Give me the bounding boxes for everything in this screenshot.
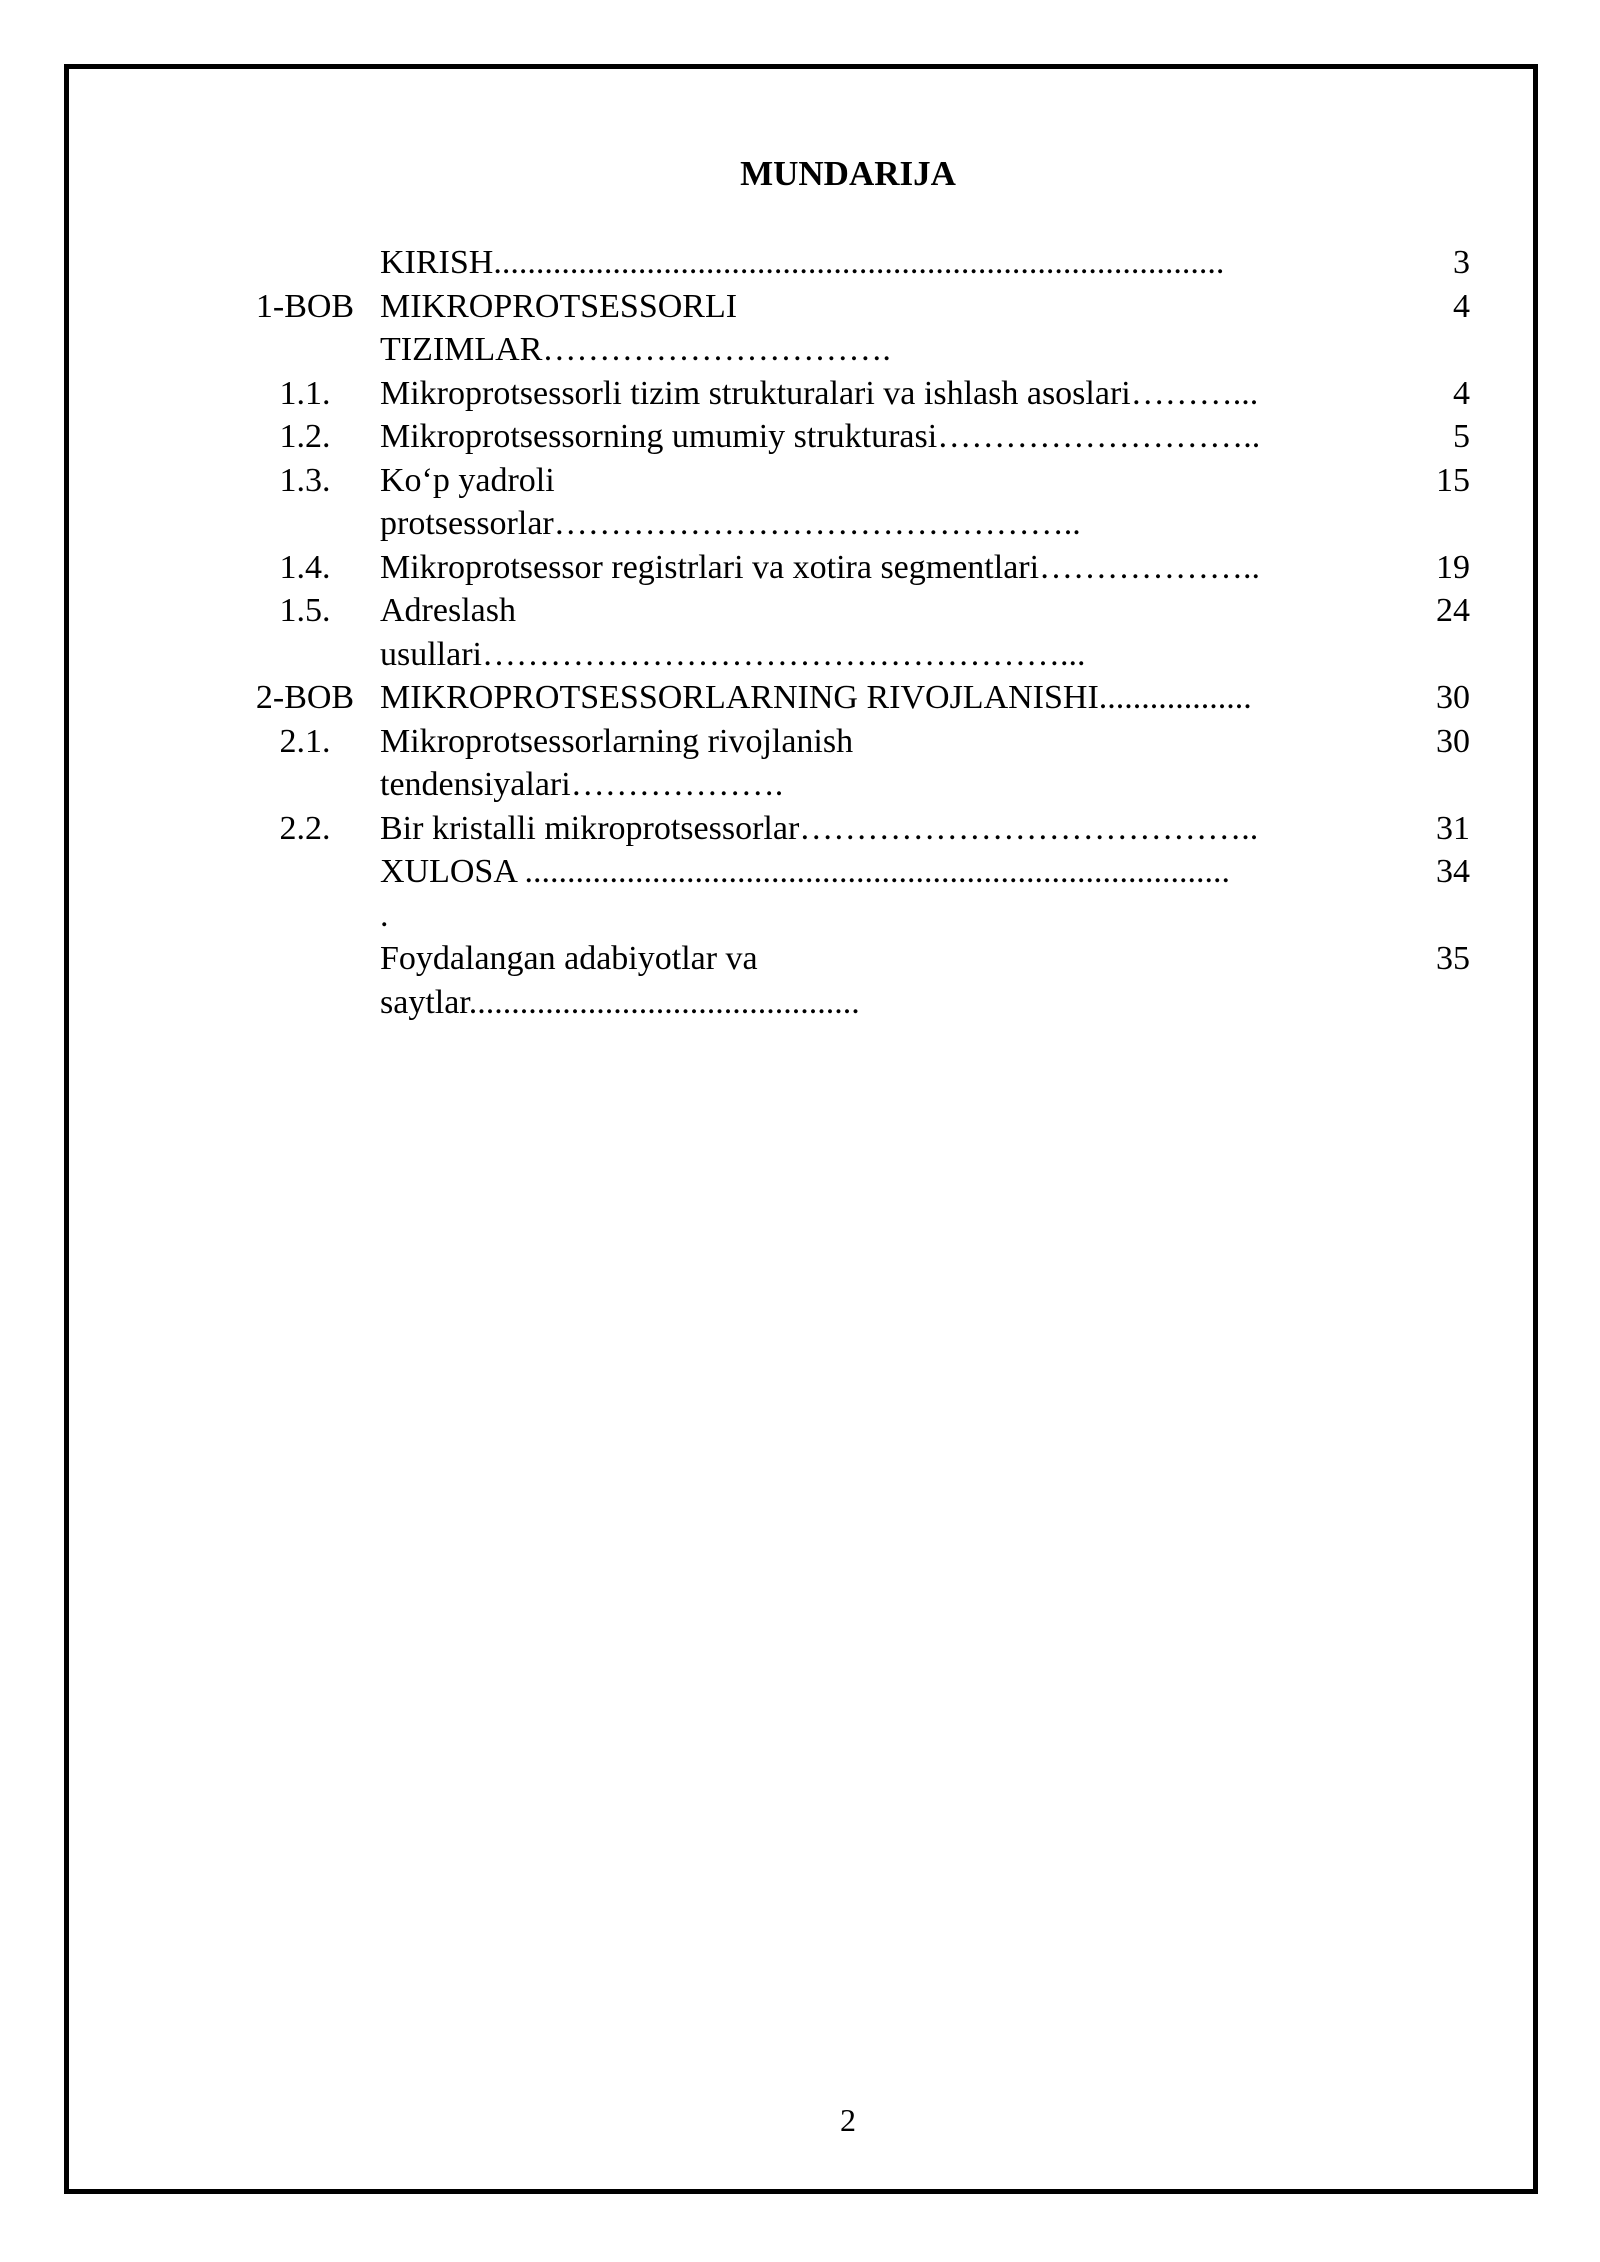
toc-entry-title-line: MIKROPROTSESSORLI bbox=[380, 287, 738, 325]
toc-entry-number: 1.4. bbox=[279, 548, 331, 586]
toc-entry-section-2-2[interactable] bbox=[230, 807, 1470, 851]
toc-entry-references[interactable] bbox=[230, 937, 1470, 1024]
toc-entry-title-line: Foydalangan adabiyotlar va bbox=[380, 940, 758, 977]
toc-entry-title bbox=[380, 459, 1390, 546]
toc-entry-section-1-3[interactable] bbox=[230, 459, 1470, 546]
toc-entry-number: 1-BOB bbox=[255, 287, 355, 325]
toc-entry-page: 5 bbox=[1453, 418, 1470, 455]
toc-entry-section-1-2[interactable] bbox=[230, 415, 1470, 459]
toc-entry-page: 3 bbox=[1453, 244, 1470, 281]
toc-entry-title-line: Adreslash bbox=[380, 592, 516, 629]
toc-entry-title-line: protsessorlar……………………………………….. bbox=[380, 505, 1081, 542]
toc-entry-chapter-1[interactable] bbox=[230, 285, 1470, 372]
toc-entry-number: 1.1. bbox=[279, 374, 331, 412]
toc-entry-title-line: Mikroprotsessorning umumiy strukturasi……………………….. bbox=[380, 418, 1261, 455]
toc-entry-kirish[interactable] bbox=[230, 241, 1470, 285]
toc-entry-title-line: KIRISH...................................................................................... bbox=[380, 244, 1225, 281]
page-number: 2 bbox=[840, 2102, 856, 2138]
toc-entry-title-line: MIKROPROTSESSORLARNING RIVOJLANISHI.................. bbox=[380, 679, 1252, 716]
toc-entry-title bbox=[380, 807, 1390, 851]
toc-entry-title bbox=[380, 850, 1390, 937]
toc-entry-section-2-1[interactable] bbox=[230, 720, 1470, 807]
toc-entry-page: 35 bbox=[1436, 940, 1470, 977]
toc-entry-title-line: Bir kristalli mikroprotsessorlar………………………………….. bbox=[380, 809, 1259, 847]
toc-entry-section-1-5[interactable] bbox=[230, 589, 1470, 676]
toc-entry-title bbox=[380, 372, 1390, 416]
toc-entry-chapter-2[interactable] bbox=[230, 676, 1470, 720]
toc-entry-page: 4 bbox=[1453, 287, 1470, 325]
toc-entry-title bbox=[380, 937, 1390, 1024]
toc-entry-number: 1.2. bbox=[279, 418, 331, 455]
toc-entry-page: 24 bbox=[1436, 592, 1470, 629]
toc-entry-page: 31 bbox=[1436, 809, 1470, 847]
toc-entry-title-line: Mikroprotsessorlarning rivojlanish bbox=[380, 722, 854, 760]
toc-entry-number: 1.3. bbox=[279, 461, 331, 499]
toc-entry-title-line: TIZIMLAR…………………………. bbox=[380, 331, 891, 368]
toc-entry-title bbox=[380, 676, 1390, 720]
toc-entry-xulosa[interactable] bbox=[230, 850, 1470, 937]
toc-entry-title-line: Mikroprotsessor registrlari va xotira segmentlari……………….. bbox=[380, 548, 1261, 586]
toc-entry-number: 1.5. bbox=[279, 592, 331, 629]
page-title: MUNDARIJA bbox=[740, 154, 956, 193]
toc-entry-page: 30 bbox=[1436, 722, 1470, 760]
toc-entry-page: 34 bbox=[1436, 853, 1470, 890]
toc-entry-number: 2-BOB bbox=[255, 679, 355, 716]
toc-entry-page: 30 bbox=[1436, 679, 1470, 716]
toc-entry-section-1-4[interactable] bbox=[230, 546, 1470, 590]
toc-entry-title bbox=[380, 720, 1390, 807]
toc-entry-number: 2.2. bbox=[279, 809, 331, 847]
toc-entry-title-line: Mikroprotsessorli tizim strukturalari va ishlash asoslari………... bbox=[380, 374, 1259, 412]
toc-entry-title-line: usullari……………………………………………... bbox=[380, 635, 1086, 673]
toc-entry-title bbox=[380, 546, 1390, 590]
toc-entry-title bbox=[380, 589, 1390, 676]
toc-entry-title bbox=[380, 285, 1390, 372]
toc-entry-title bbox=[380, 415, 1390, 459]
toc-entry-page: 19 bbox=[1436, 548, 1470, 586]
toc-entry-title-line: saytlar.............................................. bbox=[380, 983, 860, 1021]
toc-entry-title-line: . bbox=[380, 896, 389, 934]
toc-entry-title-line: tendensiyalari………………. bbox=[380, 766, 784, 803]
toc-entry-page: 15 bbox=[1436, 461, 1470, 499]
toc-entry-page: 4 bbox=[1453, 374, 1470, 412]
table-of-contents bbox=[230, 241, 1470, 1024]
toc-entry-number: 2.1. bbox=[279, 722, 331, 760]
toc-entry-title bbox=[380, 241, 1390, 285]
toc-entry-section-1-1[interactable] bbox=[230, 372, 1470, 416]
toc-entry-title-line: Koʻp yadroli bbox=[380, 461, 555, 499]
toc-entry-title-line: XULOSA ................................................................................... bbox=[380, 853, 1231, 890]
